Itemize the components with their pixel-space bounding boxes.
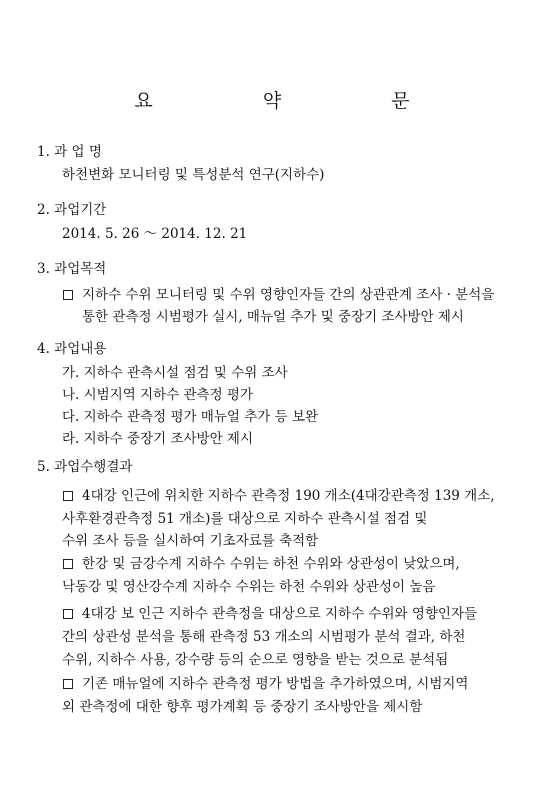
section-1-heading: 1. 과 업 명 [37,144,102,160]
checkbox-bullet-icon [63,609,73,619]
section-4-item: 라. 지하수 중장기 조사방안 제시 [62,431,253,447]
section-5-bullet-3-line-1: 4대강 보 인근 지하수 관측정을 대상으로 지하수 수위와 영향인자들 [82,606,478,622]
section-4-item: 다. 지하수 관측정 평가 매뉴얼 추가 등 보완 [62,409,319,425]
section-3-bullet-line-1: 지하수 수위 모니터링 및 수위 영향인자들 간의 상관관계 조사 · 분석을 [82,287,495,303]
section-4-item: 가. 지하수 관측시설 점검 및 수위 조사 [62,365,288,381]
checkbox-bullet-icon [63,491,73,501]
section-3-heading: 3. 과업목적 [37,261,107,277]
section-5-bullet-4-line-1: 기존 매뉴얼에 지하수 관측정 평가 방법을 추가하였으며, 시범지역 [82,676,469,692]
section-5-bullet-1-line-2: 사후환경관측정 51 개소)를 대상으로 지하수 관측시설 점검 및 [62,511,428,527]
section-2-body: 2014. 5. 26 ～ 2014. 12. 21 [62,226,248,242]
section-5-bullet-1-line-1: 4대강 인근에 위치한 지하수 관측정 190 개소(4대강관측정 139 개소, [82,488,495,504]
page-title: 요 약 문 [134,90,462,112]
section-5-bullet-3-line-3: 수위, 지하수 사용, 강수량 등의 순으로 영향을 받는 것으로 분석됨 [62,652,449,668]
section-5-bullet-2-line-2: 낙동강 및 영산강수계 지하수 수위는 하천 수위와 상관성이 높음 [62,579,436,595]
section-4-item: 나. 시범지역 지하수 관측정 평가 [62,387,253,403]
checkbox-bullet-icon [63,559,73,569]
checkbox-bullet-icon [63,290,73,300]
section-5-bullet-3-line-2: 간의 상관성 분석을 통해 관측정 53 개소의 시범평가 분석 결과, 하천 [62,629,466,645]
section-1-body: 하천변화 모니터링 및 특성분석 연구(지하수) [62,167,325,183]
section-5-bullet-2-line-1: 한강 및 금강수계 지하수 수위는 하천 수위와 상관성이 낮았으며, [82,556,460,572]
section-2-heading: 2. 과업기간 [37,202,107,218]
section-3-bullet-line-2: 통한 관측정 시범평가 실시, 매뉴얼 추가 및 중장기 조사방안 제시 [82,309,464,325]
section-5-heading: 5. 과업수행결과 [37,459,133,475]
section-4-heading: 4. 과업내용 [37,341,107,357]
checkbox-bullet-icon [63,679,73,689]
section-5-bullet-1-line-3: 수위 조사 등을 실시하여 기초자료를 축적함 [62,533,319,549]
section-5-bullet-4-line-2: 외 관측정에 대한 향후 평가계획 등 중장기 조사방안을 제시함 [62,699,423,715]
